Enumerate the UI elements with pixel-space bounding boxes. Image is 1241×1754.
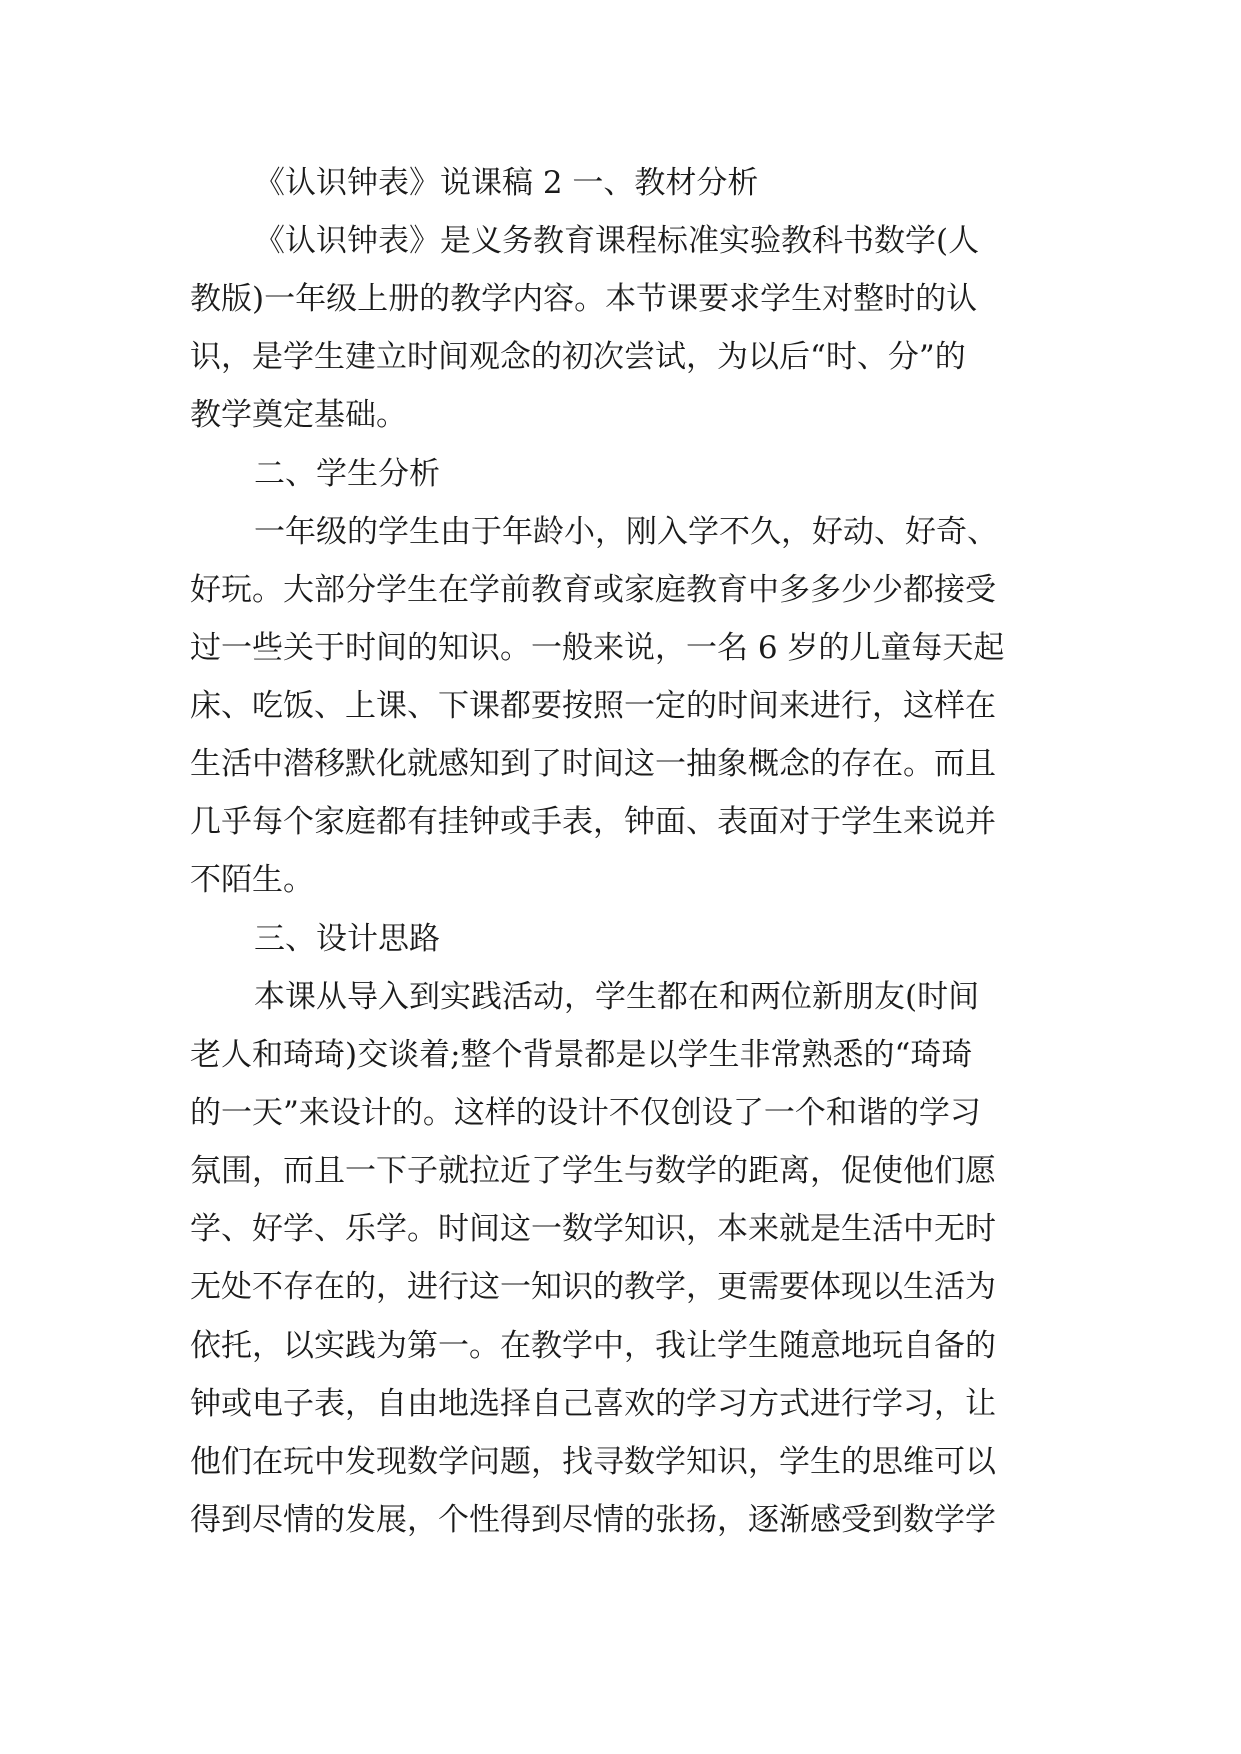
text-line: 《认识钟表》是义务教育课程标准实验教科书数学(人 (254, 223, 980, 259)
text-line: 好玩。大部分学生在学前教育或家庭教育中多多少少都接受 (190, 572, 996, 608)
text-line: 钟或电子表，自由地选择自己喜欢的学习方式进行学习，让 (190, 1386, 996, 1422)
text-line: 不陌生。 (190, 862, 314, 898)
text-line: 本课从导入到实践活动，学生都在和两位新朋友(时间 (254, 979, 980, 1015)
text-line: 教版)一年级上册的教学内容。本节课要求学生对整时的认 (190, 281, 978, 317)
text-line: 的一天”来设计的。这样的设计不仅创设了一个和谐的学习 (190, 1095, 981, 1131)
text-line: 学、好学、乐学。时间这一数学知识，本来就是生活中无时 (190, 1211, 996, 1247)
text-line: 得到尽情的发展，个性得到尽情的张扬，逐渐感受到数学学 (190, 1502, 996, 1538)
text-line: 老人和琦琦)交谈着;整个背景都是以学生非常熟悉的“琦琦 (190, 1037, 973, 1073)
text-line: 床、吃饭、上课、下课都要按照一定的时间来进行，这样在 (190, 688, 996, 724)
text-line: 一年级的学生由于年龄小，刚入学不久，好动、好奇、 (254, 514, 998, 550)
text-line: 他们在玩中发现数学问题，找寻数学知识，学生的思维可以 (190, 1444, 996, 1480)
text-line: 无处不存在的，进行这一知识的教学，更需要体现以生活为 (190, 1269, 996, 1305)
text-line: 教学奠定基础。 (190, 397, 407, 433)
section-heading: 三、设计思路 (254, 921, 440, 957)
text-line: 氛围，而且一下子就拉近了学生与数学的距离，促使他们愿 (190, 1153, 996, 1189)
text-line: 过一些关于时间的知识。一般来说，一名 6 岁的儿童每天起 (190, 630, 1005, 666)
text-line: 生活中潜移默化就感知到了时间这一抽象概念的存在。而且 (190, 746, 996, 782)
title-line: 《认识钟表》说课稿 2 一、教材分析 (254, 165, 759, 201)
section-heading: 二、学生分析 (254, 456, 440, 492)
text-line: 识，是学生建立时间观念的初次尝试，为以后“时、分”的 (190, 339, 966, 375)
text-line: 几乎每个家庭都有挂钟或手表，钟面、表面对于学生来说并 (190, 804, 996, 840)
text-line: 依托，以实践为第一。在教学中，我让学生随意地玩自备的 (190, 1328, 996, 1364)
